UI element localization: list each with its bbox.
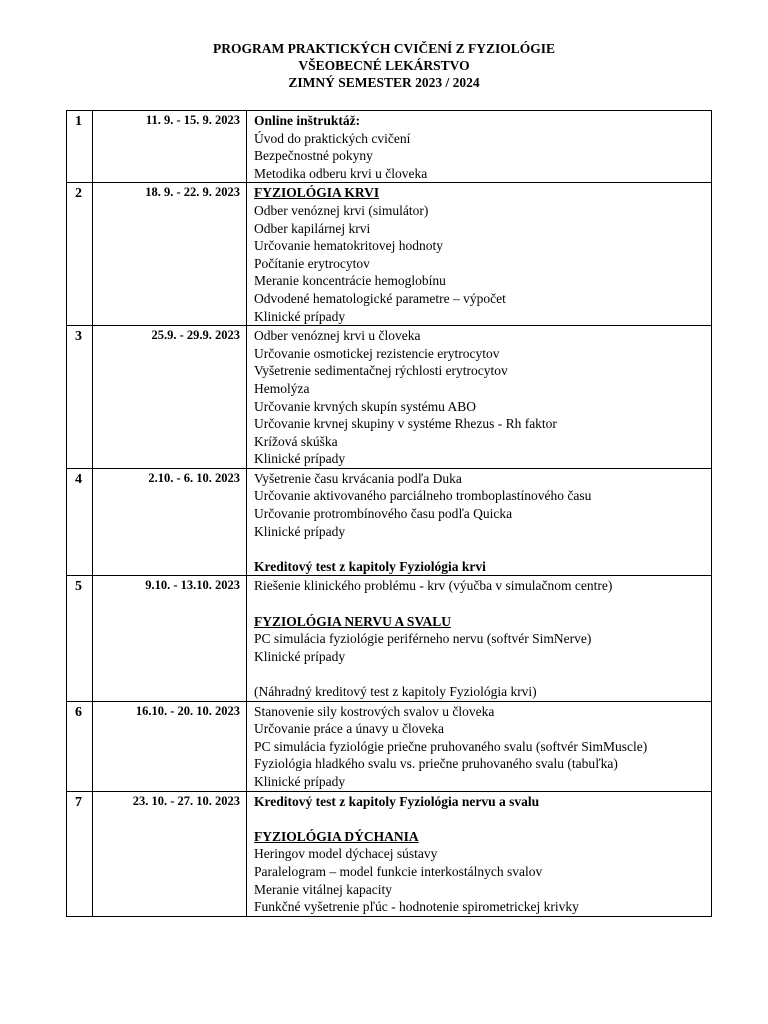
topic-line: Určovanie aktivovaného parciálneho tromboplastínového času bbox=[254, 488, 592, 504]
schedule-row bbox=[67, 183, 712, 326]
topic-line: Online inštruktáž: bbox=[254, 113, 361, 128]
week-number: 4 bbox=[67, 468, 93, 576]
topic-line: Určovanie práce a únavy u človeka bbox=[254, 721, 445, 737]
section-heading: FYZIOLÓGIA DÝCHANIA bbox=[254, 828, 419, 844]
blank-line bbox=[254, 540, 711, 558]
week-topics bbox=[247, 183, 712, 326]
topic-line: Kreditový test z kapitoly Fyziológia nervu a svalu bbox=[254, 793, 540, 809]
week-number: 1 bbox=[67, 111, 93, 183]
topic-line: PC simulácia fyziológie periférneho nervu (softvér SimNerve) bbox=[254, 631, 592, 647]
week-date-range: 2.10. - 6. 10. 2023 bbox=[93, 468, 247, 576]
topic-line: Paralelogram – model funkcie interkostálnych svalov bbox=[254, 863, 543, 879]
topic-line: Riešenie klinického problému - krv (výučba v simulačnom centre) bbox=[254, 578, 613, 594]
topic-line: Heringov model dýchacej sústavy bbox=[254, 846, 438, 862]
schedule-row bbox=[67, 701, 712, 791]
topic-line: Určovanie protrombínového času podľa Quicka bbox=[254, 506, 513, 522]
blank-line bbox=[254, 810, 711, 828]
topic-line: PC simulácia fyziológie priečne pruhovaného svalu (softvér SimMuscle) bbox=[254, 738, 648, 754]
week-date-range: 9.10. - 13.10. 2023 bbox=[93, 576, 247, 701]
topic-line: Vyšetrenie času krvácania podľa Duka bbox=[254, 470, 462, 486]
week-date-range: 25.9. - 29.9. 2023 bbox=[93, 326, 247, 469]
week-topics bbox=[247, 791, 712, 916]
topic-line: Odvodené hematologické parametre – výpočet bbox=[254, 290, 506, 306]
topic-line: Určovanie osmotickej rezistencie erytrocytov bbox=[254, 345, 500, 361]
week-number: 2 bbox=[67, 183, 93, 326]
topic-line: Vyšetrenie sedimentačnej rýchlosti erytrocytov bbox=[254, 363, 508, 379]
section-heading: FYZIOLÓGIA NERVU A SVALU bbox=[254, 613, 451, 629]
document-subtitle-semester: ZIMNÝ SEMESTER 2023 / 2024 bbox=[288, 75, 480, 90]
week-topics bbox=[247, 326, 712, 469]
topic-line: Krížová skúška bbox=[254, 433, 338, 449]
week-date-range: 18. 9. - 22. 9. 2023 bbox=[93, 183, 247, 326]
topic-line: Hemolýza bbox=[254, 380, 310, 396]
schedule-table bbox=[66, 110, 712, 917]
topic-line: Klinické prípady bbox=[254, 451, 346, 467]
week-number: 7 bbox=[67, 791, 93, 916]
topic-line: (Náhradný kreditový test z kapitoly Fyziológia krvi) bbox=[254, 684, 537, 699]
document-header bbox=[0, 40, 768, 91]
schedule-row bbox=[67, 468, 712, 576]
week-topics bbox=[247, 701, 712, 791]
week-date-range: 16.10. - 20. 10. 2023 bbox=[93, 701, 247, 791]
week-topics bbox=[247, 111, 712, 183]
topic-line: Kreditový test z kapitoly Fyziológia krvi bbox=[254, 558, 486, 574]
topic-line: Metodika odberu krvi u človeka bbox=[254, 165, 428, 181]
document-subtitle-program: VŠEOBECNÉ LEKÁRSTVO bbox=[298, 58, 470, 73]
schedule-table-body bbox=[67, 111, 712, 917]
topic-line: Klinické prípady bbox=[254, 648, 346, 664]
topic-line: Funkčné vyšetrenie pľúc - hodnotenie spirometrickej krivky bbox=[254, 899, 579, 915]
week-topics bbox=[247, 468, 712, 576]
week-date-range: 23. 10. - 27. 10. 2023 bbox=[93, 791, 247, 916]
schedule-row bbox=[67, 576, 712, 701]
schedule-row bbox=[67, 111, 712, 183]
topic-line: Stanovenie sily kostrových svalov u človeka bbox=[254, 703, 495, 719]
week-number: 5 bbox=[67, 576, 93, 701]
topic-line: Počítanie erytrocytov bbox=[254, 255, 370, 271]
topic-line: Úvod do praktických cvičení bbox=[254, 130, 411, 146]
topic-line: Odber kapilárnej krvi bbox=[254, 220, 371, 236]
topic-line: Meranie koncentrácie hemoglobínu bbox=[254, 273, 446, 289]
week-number: 6 bbox=[67, 701, 93, 791]
schedule-row bbox=[67, 791, 712, 916]
topic-line: Určovanie krvných skupín systému ABO bbox=[254, 398, 476, 414]
document-title: PROGRAM PRAKTICKÝCH CVIČENÍ Z FYZIOLÓGIE bbox=[212, 41, 556, 56]
week-date-range: 11. 9. - 15. 9. 2023 bbox=[93, 111, 247, 183]
topic-line: Odber venóznej krvi u človeka bbox=[254, 328, 421, 344]
topic-line: Klinické prípady bbox=[254, 523, 346, 539]
week-topics bbox=[247, 576, 712, 701]
topic-line: Klinické prípady bbox=[254, 773, 346, 789]
topic-line: Fyziológia hladkého svalu vs. priečne pruhovaného svalu (tabuľka) bbox=[254, 756, 618, 772]
blank-line bbox=[254, 665, 711, 683]
topic-line: Určovanie krvnej skupiny v systéme Rhezus - Rh faktor bbox=[254, 416, 557, 432]
topic-line: Bezpečnostné pokyny bbox=[254, 148, 373, 164]
week-number: 3 bbox=[67, 326, 93, 469]
section-heading: FYZIOLÓGIA KRVI bbox=[254, 185, 380, 201]
topic-line: Odber venóznej krvi (simulátor) bbox=[254, 202, 429, 218]
topic-line: Určovanie hematokritovej hodnoty bbox=[254, 238, 443, 254]
topic-line: Klinické prípady bbox=[254, 308, 346, 324]
topic-line: Meranie vitálnej kapacity bbox=[254, 881, 392, 897]
blank-line bbox=[254, 595, 711, 613]
schedule-row bbox=[67, 326, 712, 469]
